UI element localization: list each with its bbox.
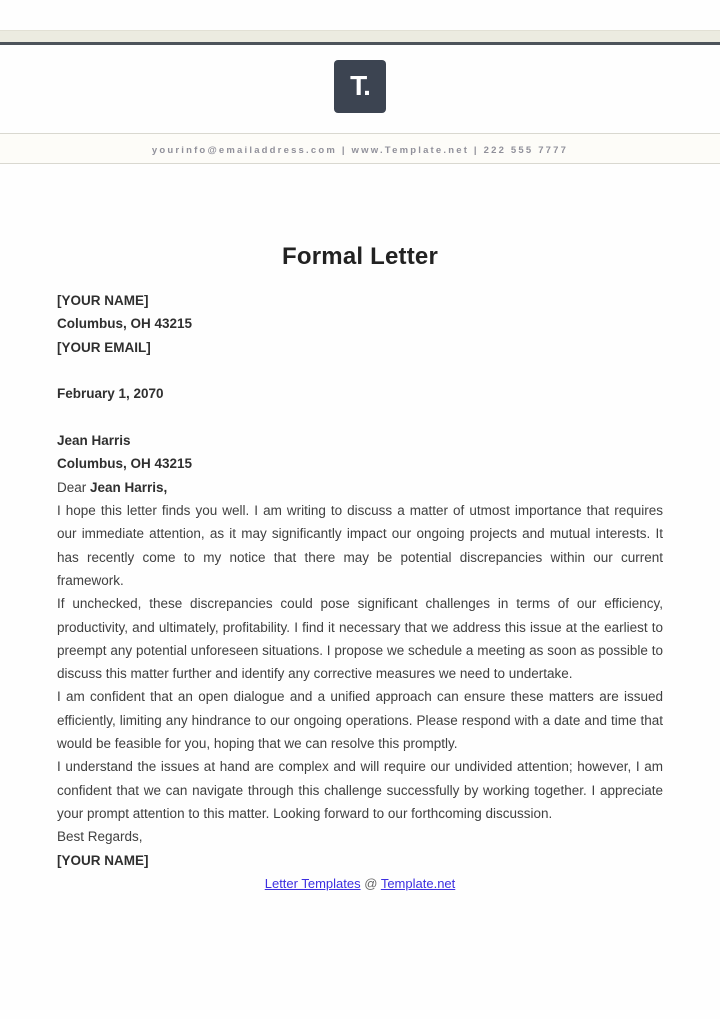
letter-body <box>0 244 720 895</box>
closing: Best Regards, <box>57 829 143 845</box>
masthead <box>0 0 720 113</box>
salutation-prefix: Dear <box>57 479 91 495</box>
template-net-link[interactable]: Template.net <box>380 875 456 891</box>
top-divider-rule <box>0 42 720 45</box>
contact-info-line: yourinfo@emailaddress.com | www.Template.net | 222 555 7777 <box>151 145 569 156</box>
letter-templates-link[interactable]: Letter Templates <box>264 875 361 891</box>
recipient-name: Jean Harris <box>57 433 131 449</box>
letter-main-flow <box>57 429 663 872</box>
footer-at-symbol: @ <box>364 875 378 891</box>
paragraph-4: I understand the issues at hand are complex and will require our undivided attention; however, I am confident that we can navigate through this challenge successfully by working together. I appreciate your prompt attention to this matter. Looking forward to our forthcoming discussion. <box>57 759 663 821</box>
sender-name: [YOUR NAME] <box>57 293 149 308</box>
sender-email: [YOUR EMAIL] <box>57 339 151 355</box>
footer-attribution <box>57 872 663 895</box>
recipient-address: Columbus, OH 43215 <box>57 456 193 472</box>
letter-title: Formal Letter <box>282 243 438 270</box>
salutation-name: Jean Harris, <box>90 479 168 495</box>
template-logo <box>334 60 386 113</box>
salutation <box>57 476 663 499</box>
letter-date: February 1, 2070 <box>57 385 164 401</box>
paragraph-3: I am confident that an open dialogue and a unified approach can ensure these matters are issued efficiently, limiting any hindrance to our ongoing operations. Please respond with a date and time that would be feasible for you, hoping that we can resolve this promptly. <box>57 689 663 752</box>
sender-block <box>57 289 663 359</box>
paragraph-2: If unchecked, these discrepancies could pose significant challenges in terms of our efficiency, productivity, and ultimately, profitability. I find it necessary that we address this issue at the earliest to preempt any potential unforeseen situations. I propose we schedule a meeting as soon as possible to discuss this matter further and identify any corrective measures we need to undertake. <box>57 596 663 682</box>
logo-letter: T. <box>350 69 370 101</box>
top-accent-bar <box>0 30 720 42</box>
signature-name: [YOUR NAME] <box>57 852 149 868</box>
contact-strip <box>0 133 720 164</box>
paragraph-1: I hope this letter finds you well. I am writing to discuss a matter of utmost importance that requires our immediate attention, as it may significantly impact our ongoing projects and mutual interests. It has recently come to my notice that there may be potential discrepancies within our current framework. <box>57 503 663 588</box>
sender-address: Columbus, OH 43215 <box>57 316 193 332</box>
